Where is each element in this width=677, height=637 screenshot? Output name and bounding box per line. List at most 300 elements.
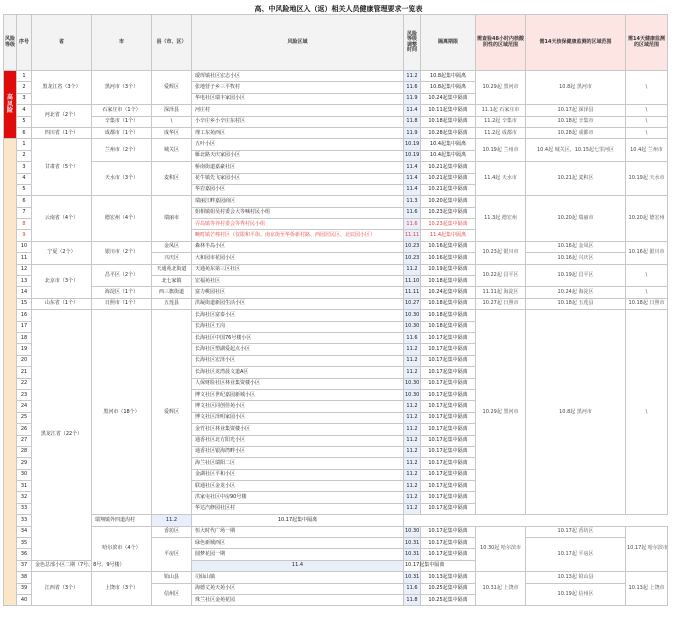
- county-cell: \: [152, 116, 192, 127]
- isolation-cell: 10.17起集中隔离: [192, 515, 404, 526]
- adjust-time-cell: 10.23: [404, 241, 421, 252]
- adjust-time-cell: 10.30: [404, 321, 421, 332]
- isolation-cell: 10.17起集中隔离: [421, 378, 476, 389]
- isolation-cell: 10.28起集中隔离: [421, 127, 476, 138]
- d14b-cell: 10.4起 兰州市: [626, 139, 668, 162]
- area-cell: 联通社区金龙小区: [192, 481, 404, 492]
- header-14d: 需14天核保健康监测的区域范围: [526, 15, 626, 71]
- isolation-cell: 10.17起集中隔离: [421, 526, 476, 537]
- isolation-cell: 11.4起集中隔离: [421, 230, 476, 241]
- area-cell: 洪凝街道新园生活小区: [192, 298, 404, 309]
- adjust-time-cell: 11.11: [404, 287, 421, 298]
- isolation-cell: 10.17起集中隔离: [421, 401, 476, 412]
- area-cell: 姐相镇姐吴村委会大等喊村民小组: [192, 207, 404, 218]
- table-row: [4, 572, 668, 583]
- adjust-time-cell: 11.11: [404, 230, 421, 241]
- h48-cell: 11.11起 海淀区: [476, 287, 526, 298]
- d14-cell: 10.8起 黑河市: [526, 71, 626, 105]
- h48-cell: 10.19起 兰州市: [476, 139, 526, 162]
- province-cell: 宁夏（2个）: [32, 241, 92, 264]
- adjust-time-cell: 10.31: [404, 549, 421, 560]
- isolation-cell: 10.25起集中隔离: [421, 594, 476, 605]
- isolation-cell: 10.23起集中隔离: [421, 219, 476, 230]
- area-cell: 瑷珲镇社区宏志小区: [192, 71, 404, 82]
- county-cell: 爱辉区: [152, 71, 192, 105]
- adjust-time-cell: 11.6: [404, 583, 421, 594]
- header-province: 省: [32, 15, 92, 71]
- area-cell: 五叶小区: [192, 139, 404, 150]
- isolation-cell: 10.23起集中隔离: [421, 207, 476, 218]
- area-cell: 大和园市花园小区: [192, 253, 404, 264]
- seq-cell: 31: [17, 481, 32, 492]
- area-cell: 长海社区龙湾晨文道A区: [192, 367, 404, 378]
- isolation-cell: 10.17起集中隔离: [421, 458, 476, 469]
- city-cell: 上饶市（3个）: [92, 572, 152, 606]
- city-cell: 兰州市（2个）: [92, 139, 152, 162]
- adjust-time-cell: 11.2: [404, 355, 421, 366]
- city-cell: 辛集市（1个）: [92, 116, 152, 127]
- area-cell: 雁北路天庆家园小区: [192, 150, 404, 161]
- seq-cell: 9: [17, 230, 32, 241]
- header-risk-level: 风险等级: [4, 15, 17, 71]
- header-seq: 序号: [17, 15, 32, 71]
- county-cell: 成华区: [152, 127, 192, 138]
- table-row: [4, 241, 668, 252]
- table-row: [4, 298, 668, 309]
- d14b-cell: 10.18起 日照市: [626, 298, 668, 309]
- table-row: [4, 162, 668, 173]
- area-cell: 博文社区世纪嘉园新城小区: [192, 389, 404, 400]
- d14b-cell: 10.20起 德宏州: [626, 196, 668, 242]
- area-cell: 长海社区富泰小区: [192, 310, 404, 321]
- area-cell: 金竹社区林业集资楼小区: [192, 424, 404, 435]
- d14-cell: 10.17起 深泽县: [526, 105, 626, 116]
- area-cell: 富力桃园社区: [192, 287, 404, 298]
- table-row: [4, 105, 668, 116]
- seq-cell: 18: [17, 332, 32, 343]
- header-area: 风险区域: [192, 15, 404, 71]
- d14b-cell: 10.16起 银川市: [626, 241, 668, 264]
- d14-cell: 10.24起 海淀区: [526, 287, 626, 298]
- province-cell: 北京市（3个）: [32, 264, 92, 298]
- table-row: [4, 116, 668, 127]
- area-cell: 花牛镇先飞家园小区: [192, 173, 404, 184]
- province-cell: 江西省（3个）: [32, 572, 92, 606]
- adjust-time-cell: 11.6: [404, 207, 421, 218]
- city-cell: 黑河市（3个）: [92, 71, 152, 105]
- adjust-time-cell: 11.9: [404, 127, 421, 138]
- area-cell: 瑞丽江畔嘉园商区: [192, 196, 404, 207]
- isolation-cell: 10.17起集中隔离: [421, 367, 476, 378]
- area-cell: 河庄村: [192, 105, 404, 116]
- d14-cell: 10.13起 铅山县: [526, 572, 626, 583]
- seq-cell: 8: [17, 219, 32, 230]
- d14-cell: 10.16起 金凤区: [526, 241, 626, 252]
- risk-band-high: 高风险: [4, 71, 17, 139]
- page-title: 高、中风险地区入（返）相关人员健康管理要求一览表: [254, 5, 423, 13]
- adjust-time-cell: 11.8: [404, 594, 421, 605]
- province-cell: 四川省（1个）: [32, 127, 92, 138]
- d14b-cell: \: [626, 310, 668, 515]
- table-row: [4, 264, 668, 275]
- isolation-cell: 10.17起集中隔离: [421, 503, 476, 514]
- seq-cell: 13: [17, 276, 32, 287]
- seq-cell: 38: [17, 572, 32, 583]
- adjust-time-cell: 11.4: [404, 173, 421, 184]
- seq-cell: 23: [17, 389, 32, 400]
- d14-cell: 10.18起 五莲县: [526, 298, 626, 309]
- table-row: [4, 139, 668, 150]
- isolation-cell: 10.17起集中隔离: [421, 424, 476, 435]
- province-cell: 山东省（1个）: [32, 298, 92, 309]
- area-cell: 华达汽修园社区村: [192, 503, 404, 514]
- table-row: [4, 515, 668, 526]
- adjust-time-cell: 11.3: [404, 196, 421, 207]
- h48-cell: 10.30起 哈尔滨市: [476, 526, 526, 572]
- d14-cell: 10.4起 城关区，10.15起七里河区: [526, 139, 626, 162]
- d14b-cell: \: [626, 71, 668, 105]
- table-row: [4, 127, 668, 138]
- area-cell: 畹町镇芒棒村区（仅限和平街、南京街至华侨新村路、西园居民区、北辰园小区）: [192, 230, 404, 241]
- seq-cell: 40: [17, 594, 32, 605]
- h48-cell: 11.2起 成都市: [476, 127, 526, 138]
- county-cell: 平房区: [152, 538, 192, 572]
- county-cell: 兴庆区: [152, 253, 192, 264]
- h48-cell: 10.23起 银川市: [476, 241, 526, 264]
- area-cell: 华电社区瑞丰家园小区: [192, 93, 404, 104]
- isolation-cell: 10.17起集中隔离: [421, 446, 476, 457]
- seq-cell: 20: [17, 355, 32, 366]
- isolation-cell: 10.17起集中隔离: [421, 435, 476, 446]
- isolation-cell: 10.17起集中隔离: [421, 481, 476, 492]
- isolation-cell: 10.18起集中隔离: [421, 276, 476, 287]
- area-cell: 宏福苑社区: [192, 276, 404, 287]
- area-cell: 小辛庄乡小辛庄东村区: [192, 116, 404, 127]
- adjust-time-cell: 11.6: [404, 82, 421, 93]
- isolation-cell: 10.17起集中隔离: [421, 412, 476, 423]
- isolation-cell: 10.17起集中隔离: [421, 344, 476, 355]
- seq-cell: 7: [17, 207, 32, 218]
- table-body: [4, 71, 668, 606]
- isolation-cell: 10.25起集中隔离: [421, 583, 476, 594]
- risk-band-mid: [4, 139, 17, 606]
- city-cell: 海淀区（1个）: [92, 287, 152, 298]
- county-cell: 信州区: [152, 583, 192, 606]
- seq-cell: 16: [17, 310, 32, 321]
- area-cell: 人保财险社区林业集资楼小区: [192, 378, 404, 389]
- city-cell: 黑河市（18个）: [92, 310, 152, 515]
- adjust-time-cell: 10.30: [404, 526, 421, 537]
- isolation-cell: 10.17起集中隔离: [421, 492, 476, 503]
- d14b-cell: \: [626, 127, 668, 138]
- adjust-time-cell: 10.31: [404, 572, 421, 583]
- adjust-time-cell: 11.2: [404, 469, 421, 480]
- area-cell: 绿色新城西区: [192, 538, 404, 549]
- isolation-cell: 10.17起集中隔离: [421, 549, 476, 560]
- seq-cell: 33: [17, 515, 32, 526]
- header-isolation: 隔离期限: [421, 15, 476, 71]
- d14b-cell: \: [626, 116, 668, 127]
- area-cell: 金湖社区平和小区: [192, 469, 404, 480]
- table-row: [4, 71, 668, 82]
- isolation-cell: 10.21起集中隔离: [421, 184, 476, 195]
- seq-cell: 25: [17, 412, 32, 423]
- isolation-cell: 10.17起集中隔离: [421, 355, 476, 366]
- isolation-cell: 10.17起集中隔离: [421, 469, 476, 480]
- isolation-cell: 10.19起集中隔离: [421, 264, 476, 275]
- risk-area-table: [3, 14, 668, 606]
- seq-cell: 34: [17, 526, 32, 537]
- isolation-cell: 10.20起集中隔离: [421, 196, 476, 207]
- city-cell: 德宏州（4个）: [92, 196, 152, 242]
- d14-cell: 10.17起 平房区: [526, 538, 626, 572]
- adjust-time-cell: 11.2: [404, 71, 421, 82]
- area-cell: 瑞翔镇外四道沟村: [92, 515, 152, 526]
- isolation-cell: 10.21起集中隔离: [421, 162, 476, 173]
- d14-cell: 10.8起 黑河市: [526, 310, 626, 515]
- isolation-cell: 10.18起集中隔离: [421, 116, 476, 127]
- h48-cell: 10.22起 昌平区: [476, 264, 526, 287]
- isolation-cell: 10.8起集中隔离: [421, 82, 476, 93]
- seq-cell: 3: [17, 93, 32, 104]
- seq-cell: 28: [17, 446, 32, 457]
- adjust-time-cell: 11.2: [404, 401, 421, 412]
- area-cell: 洪家屯社区中房90号楼: [192, 492, 404, 503]
- d14-cell: 10.19起 信州区: [526, 583, 626, 606]
- area-cell: 金色总部小区二期（7号、8号、9号楼）: [32, 560, 92, 571]
- city-cell: 天水市（3个）: [92, 162, 152, 196]
- county-cell: 爱辉区: [152, 310, 192, 515]
- isolation-cell: 10.24起集中隔离: [421, 93, 476, 104]
- adjust-time-cell: 11.4: [404, 105, 421, 116]
- h48-cell: 10.29起 黑河市: [476, 71, 526, 105]
- d14-cell: 10.18起 辛集市: [526, 116, 626, 127]
- isolation-cell: 10.8起集中隔离: [421, 71, 476, 82]
- area-cell: 天通苑东第三区社区: [192, 264, 404, 275]
- header-14d-monitor: 需14天健康监测的区域范围: [626, 15, 668, 71]
- seq-cell: 3: [17, 162, 32, 173]
- seq-cell: 4: [17, 173, 32, 184]
- city-cell: 银川市（2个）: [92, 241, 152, 264]
- area-cell: 珠兰社区金苑花园: [192, 594, 404, 605]
- header-adjust-time: 风险等级调整时间: [404, 15, 421, 71]
- area-cell: 恒大时代广场一期: [192, 526, 404, 537]
- county-cell: 深泽县: [152, 105, 192, 116]
- h48-cell: 11.2起 辛集市: [476, 116, 526, 127]
- adjust-time-cell: 11.4: [404, 184, 421, 195]
- header-county: 县（市、区）: [152, 15, 192, 71]
- adjust-time-cell: 11.2: [404, 492, 421, 503]
- seq-cell: 29: [17, 458, 32, 469]
- city-cell: 石家庄市（1个）: [92, 105, 152, 116]
- h48-cell: 11.3起 德宏州: [476, 196, 526, 242]
- risk-table-container[interactable]: [3, 14, 667, 637]
- d14-cell: 10.21起 麦积区: [526, 162, 626, 196]
- h48-cell: 11.4起 天水市: [476, 162, 526, 196]
- seq-cell: 39: [17, 583, 32, 594]
- area-cell: 长海社区塑湖爱起点小区: [192, 344, 404, 355]
- isolation-cell: 10.17起集中隔离: [421, 332, 476, 343]
- county-cell: 麦积区: [152, 162, 192, 196]
- county-cell: 天通苑北街道: [152, 264, 192, 275]
- d14b-cell: \: [626, 264, 668, 287]
- seq-cell: 4: [17, 105, 32, 116]
- seq-cell: 14: [17, 287, 32, 298]
- city-cell: 昌平区（2个）: [92, 264, 152, 287]
- area-cell: 通香社区银海湾畔小区: [192, 446, 404, 457]
- adjust-time-cell: 10.27: [404, 298, 421, 309]
- adjust-time-cell: 11.2: [404, 412, 421, 423]
- d14-cell: 10.19起 昌平区: [526, 264, 626, 287]
- d14b-cell: \: [626, 287, 668, 298]
- area-cell: 长海社区王岗: [192, 321, 404, 332]
- seq-cell: 12: [17, 264, 32, 275]
- province-cell: 河北省（2个）: [32, 105, 92, 128]
- adjust-time-cell: 11.2: [404, 458, 421, 469]
- table-row: [4, 287, 668, 298]
- province-cell: 甘肃省（5个）: [32, 139, 92, 196]
- isolation-cell: 10.18起集中隔离: [421, 298, 476, 309]
- adjust-time-cell: 11.2: [404, 481, 421, 492]
- adjust-time-cell: 10.31: [404, 538, 421, 549]
- area-cell: 圆梦花园一期: [192, 549, 404, 560]
- area-cell: 通香社区北方阳光小区: [192, 435, 404, 446]
- adjust-time-cell: 11.9: [404, 93, 421, 104]
- seq-cell: 1: [17, 71, 32, 82]
- seq-cell: 21: [17, 367, 32, 378]
- seq-cell: 5: [17, 116, 32, 127]
- h48-cell: 10.29起 黑河市: [476, 310, 526, 515]
- header-city: 市: [92, 15, 152, 71]
- adjust-time-cell: 10.30: [404, 389, 421, 400]
- county-cell: 香坊区: [152, 526, 192, 537]
- isolation-cell: 10.17起集中隔离: [421, 538, 476, 549]
- adjust-time-cell: 10.19: [404, 150, 421, 161]
- area-cell: 理工东苑西区: [192, 127, 404, 138]
- header-48h: 需查验48小时内核酸阴性的区域范围: [476, 15, 526, 71]
- seq-cell: 1: [17, 139, 32, 150]
- seq-cell: 36: [17, 549, 32, 560]
- adjust-time-cell: 11.2: [404, 367, 421, 378]
- table-row: [4, 196, 668, 207]
- area-cell: 华岩嘉园小区: [192, 184, 404, 195]
- isolation-cell: 10.18起集中隔离: [421, 321, 476, 332]
- isolation-cell: 10.16起集中隔离: [421, 241, 476, 252]
- county-cell: 城关区: [152, 139, 192, 162]
- seq-cell: 10: [17, 241, 32, 252]
- d14-cell: 10.20起 瑞丽市: [526, 196, 626, 242]
- seq-cell: 35: [17, 538, 32, 549]
- adjust-time-cell: 11.2: [404, 503, 421, 514]
- city-cell: 成都市（1个）: [92, 127, 152, 138]
- h48-cell: 10.27起 日照市: [476, 298, 526, 309]
- area-cell: 海兰社区瑞阳二区: [192, 458, 404, 469]
- seq-cell: 22: [17, 378, 32, 389]
- adjust-time-cell: 11.2: [152, 515, 192, 526]
- adjust-time-cell: 11.6: [404, 219, 421, 230]
- seq-cell: 2: [17, 150, 32, 161]
- adjust-time-cell: 11.2: [404, 264, 421, 275]
- isolation-cell: 10.4起集中隔离: [421, 139, 476, 150]
- seq-cell: 15: [17, 298, 32, 309]
- county-cell: 西三旗街道: [152, 287, 192, 298]
- province-cell: 云南省（4个）: [32, 196, 92, 242]
- h48-cell: 11.1起 石家庄市: [476, 105, 526, 116]
- seq-cell: 30: [17, 469, 32, 480]
- isolation-cell: 10.17起集中隔离: [404, 560, 421, 571]
- adjust-time-cell: 11.2: [404, 435, 421, 446]
- adjust-time-cell: 11.2: [404, 344, 421, 355]
- isolation-cell: 10.21起集中隔离: [421, 173, 476, 184]
- isolation-cell: 10.4起集中隔离: [421, 150, 476, 161]
- seq-cell: 11: [17, 253, 32, 264]
- area-cell: 博文社区泽明家园小区: [192, 412, 404, 423]
- adjust-time-cell: 11.4: [404, 162, 421, 173]
- adjust-time-cell: 11.10: [404, 276, 421, 287]
- d14-cell: 10.17起 香坊区: [526, 526, 626, 537]
- seq-cell: 6: [17, 196, 32, 207]
- table-header-row: [4, 15, 668, 71]
- area-cell: 长海社区宏泽小区: [192, 355, 404, 366]
- isolation-cell: 10.24起集中隔离: [421, 287, 476, 298]
- d14b-cell: 10.19起 天水市: [626, 162, 668, 196]
- d14b-cell: 10.17起 哈尔滨市: [626, 526, 668, 572]
- area-cell: 弄岛镇等养村委会等秀村民小组: [192, 219, 404, 230]
- seq-cell: 27: [17, 435, 32, 446]
- adjust-time-cell: 11.2: [404, 424, 421, 435]
- adjust-time-cell: 10.30: [404, 378, 421, 389]
- seq-cell: 2: [17, 82, 32, 93]
- table-row: [4, 310, 668, 321]
- area-cell: 张地营子乡三平牧村: [192, 82, 404, 93]
- d14b-cell: 10.13起 上饶市: [626, 572, 668, 606]
- adjust-time-cell: 11.4: [192, 560, 404, 571]
- area-cell: 长海社区中国76号楼小区: [192, 332, 404, 343]
- adjust-time-cell: 10.30: [404, 310, 421, 321]
- county-cell: 瑞丽市: [152, 196, 192, 242]
- d14-cell: 10.16起 兴庆区: [526, 253, 626, 264]
- adjust-time-cell: 11.8: [404, 116, 421, 127]
- county-cell: 铅山县: [152, 572, 192, 583]
- isolation-cell: 10.17起集中隔离: [421, 389, 476, 400]
- county-cell: 金凤区: [152, 241, 192, 252]
- d14-cell: 10.28起 成都市: [526, 127, 626, 138]
- area-cell: 桥南街道嘉豪社区: [192, 162, 404, 173]
- adjust-time-cell: 11.6: [404, 332, 421, 343]
- province-cell: 黑龙江省（22个）: [32, 310, 92, 561]
- city-cell: 日照市（1个）: [92, 298, 152, 309]
- area-cell: 司仙山镇: [192, 572, 404, 583]
- seq-cell: 5: [17, 184, 32, 195]
- d14b-cell: \: [626, 105, 668, 116]
- seq-cell: 24: [17, 401, 32, 412]
- isolation-cell: 10.16起集中隔离: [421, 253, 476, 264]
- seq-cell: 19: [17, 344, 32, 355]
- seq-cell: 17: [17, 321, 32, 332]
- seq-cell: 33: [17, 503, 32, 514]
- area-cell: 森林半岛小区: [192, 241, 404, 252]
- county-cell: 五莲县: [152, 298, 192, 309]
- adjust-time-cell: 11.2: [404, 446, 421, 457]
- seq-cell: 32: [17, 492, 32, 503]
- adjust-time-cell: 10.19: [404, 139, 421, 150]
- seq-cell: 26: [17, 424, 32, 435]
- city-cell: 哈尔滨市（4个）: [92, 526, 152, 572]
- adjust-time-cell: 10.23: [404, 253, 421, 264]
- area-cell: 海德丈苑天苑小区: [192, 583, 404, 594]
- seq-cell: 37: [17, 560, 32, 571]
- isolation-cell: 10.13起集中隔离: [421, 572, 476, 583]
